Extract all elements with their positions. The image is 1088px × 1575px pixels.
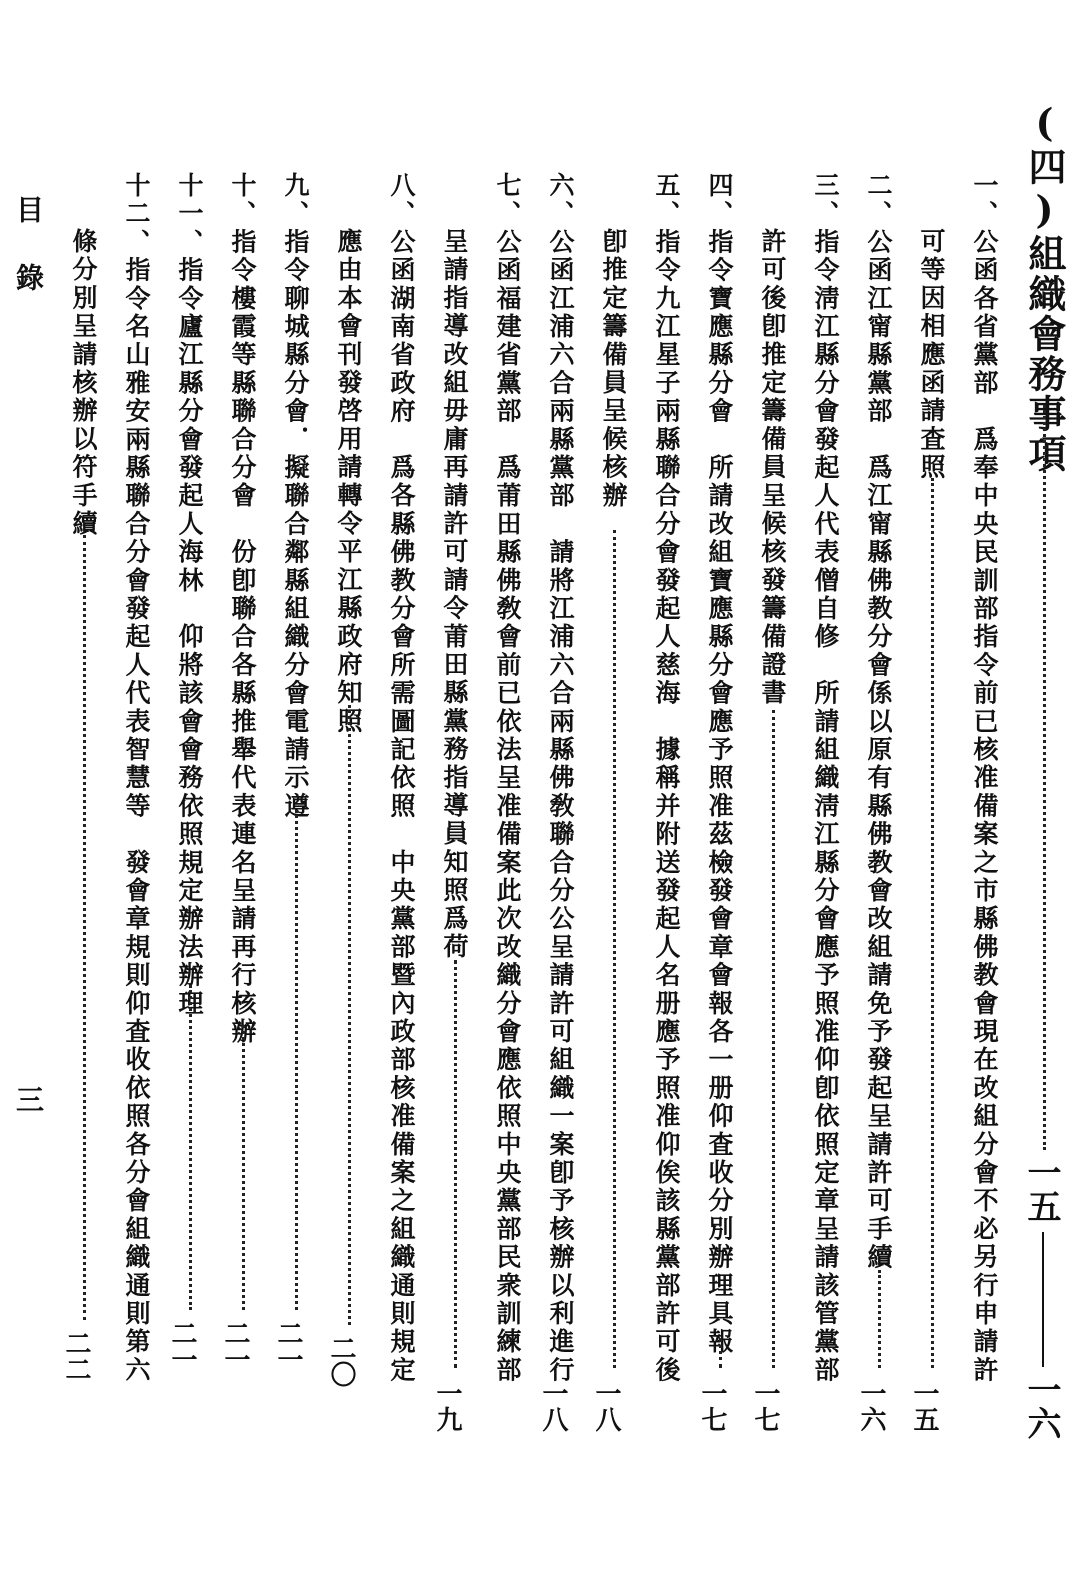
- entry-5-page-number: 一八: [591, 1380, 621, 1432]
- entry-4-line-1: 四、指令寶應縣分會 所請改組寶應縣分會應予照准茲檢發會章會報各一册仰査收分別辦理具報: [705, 172, 734, 1357]
- entry-2-line-1: 二、公函江甯縣黨部 爲江甯縣佛教分會係以原有縣佛教會改組請免予發起呈請許可手續: [864, 172, 893, 1272]
- entry-8-line-1: 八、公函湖南省政府 爲各縣佛教分會所需圖記依照 中央黨部暨內政部核准備案之組織通則規定: [387, 172, 416, 1385]
- entry-1-line-1: 一、公函各省黨部 爲奉中央民訓部指令前已核准備案之市縣佛教會現在改組分會不必另行申請許: [970, 172, 999, 1385]
- entry-7-line-2: 呈請指導改組毋庸再請許可請令莆田縣黨務指導員知照爲荷: [440, 228, 469, 962]
- entry-6-line-1: 六、公函江浦六合兩縣黨部 請將江浦六合兩縣佛敎聯合分公呈請許可組織一案卽予核辦以利進行: [546, 172, 575, 1385]
- entry-9-page-number: 二一: [273, 1320, 303, 1372]
- heading-leader-dots: [1043, 405, 1046, 1150]
- range-start-page: 一五: [1021, 1155, 1061, 1223]
- entry-1-leader-dots: [931, 478, 934, 1368]
- range-end-page: 一六: [1021, 1372, 1061, 1440]
- entry-10-line-1: 十、指令樓霞等縣聯合分會 份卽聯合各縣推舉代表連名呈請再行核辦: [228, 172, 257, 1047]
- entry-1-line-2: 可等因相應函請査照: [917, 228, 946, 482]
- entry-12-leader-dots: [83, 535, 86, 1320]
- entry-3-line-2: 許可後卽推定籌備員呈候核發籌備證書: [758, 228, 787, 708]
- entry-1-page-number: 一五: [909, 1380, 939, 1432]
- entry-3-line-1: 三、指令淸江縣分會發起人代表僧自修 所請組織淸江縣分會應予照准仰卽依照定章呈請該管黨部: [811, 172, 840, 1385]
- entry-9-line-1: 九、指令聊城縣分會．擬聯合鄰縣組織分會電請示遵: [281, 172, 310, 821]
- entry-5-line-2: 卽推定籌備員呈候核辦: [599, 228, 628, 510]
- entry-9-leader-dots: [295, 810, 298, 1310]
- entry-10-leader-dots: [242, 1025, 245, 1310]
- margin-label: 目 錄: [12, 195, 45, 297]
- entry-6-page-number: 一八: [538, 1380, 568, 1432]
- entry-8-leader-dots: [348, 705, 351, 1325]
- entry-7-page-number: 一九: [432, 1380, 462, 1432]
- range-dash: [1042, 1232, 1044, 1367]
- entry-3-page-number: 一七: [750, 1380, 780, 1432]
- entry-5-line-1: 五、指令九江星子兩縣聯合分會發起人慈海 據稱并附送發起人名册應予照准仰俟該縣黨部許可後: [652, 172, 681, 1385]
- entry-5-leader-dots: [613, 530, 616, 1368]
- section-heading: (四)組織會務事項: [1022, 100, 1067, 474]
- folio-page-number: 三: [12, 1085, 45, 1113]
- entry-7-line-1: 七、公函福建省黨部 爲莆田縣佛敎會前已依法呈准備案此次改織分會應依照中央黨部民衆訓練部: [493, 172, 522, 1385]
- entry-12-line-1: 十二、指令名山雅安兩縣聯合分會發起人代表智慧等 發會章規則仰査收依照各分會組織通則第六: [122, 172, 151, 1385]
- entry-11-page-number: 二一: [167, 1320, 197, 1372]
- entry-10-page-number: 二一: [220, 1320, 250, 1372]
- entry-4-page-number: 一七: [697, 1380, 727, 1432]
- entry-11-line-1: 十一、指令廬江縣分會發起人海林 仰將該會會務依照規定辦法辦理: [175, 172, 204, 1018]
- entry-11-leader-dots: [189, 985, 192, 1310]
- entry-2-page-number: 一六: [856, 1380, 886, 1432]
- entry-2-leader-dots: [878, 1270, 881, 1368]
- entry-8-page-number: 二〇: [326, 1335, 356, 1387]
- entry-7-leader-dots: [454, 960, 457, 1368]
- entry-12-line-2: 條分別呈請核辦以符手續: [69, 228, 98, 539]
- entry-3-leader-dots: [772, 710, 775, 1368]
- entry-4-leader-dots: [719, 1338, 722, 1368]
- entry-12-page-number: 二二: [61, 1330, 91, 1382]
- entry-8-line-2: 應由本會刊發啓用請轉令平江縣政府知照: [334, 228, 363, 736]
